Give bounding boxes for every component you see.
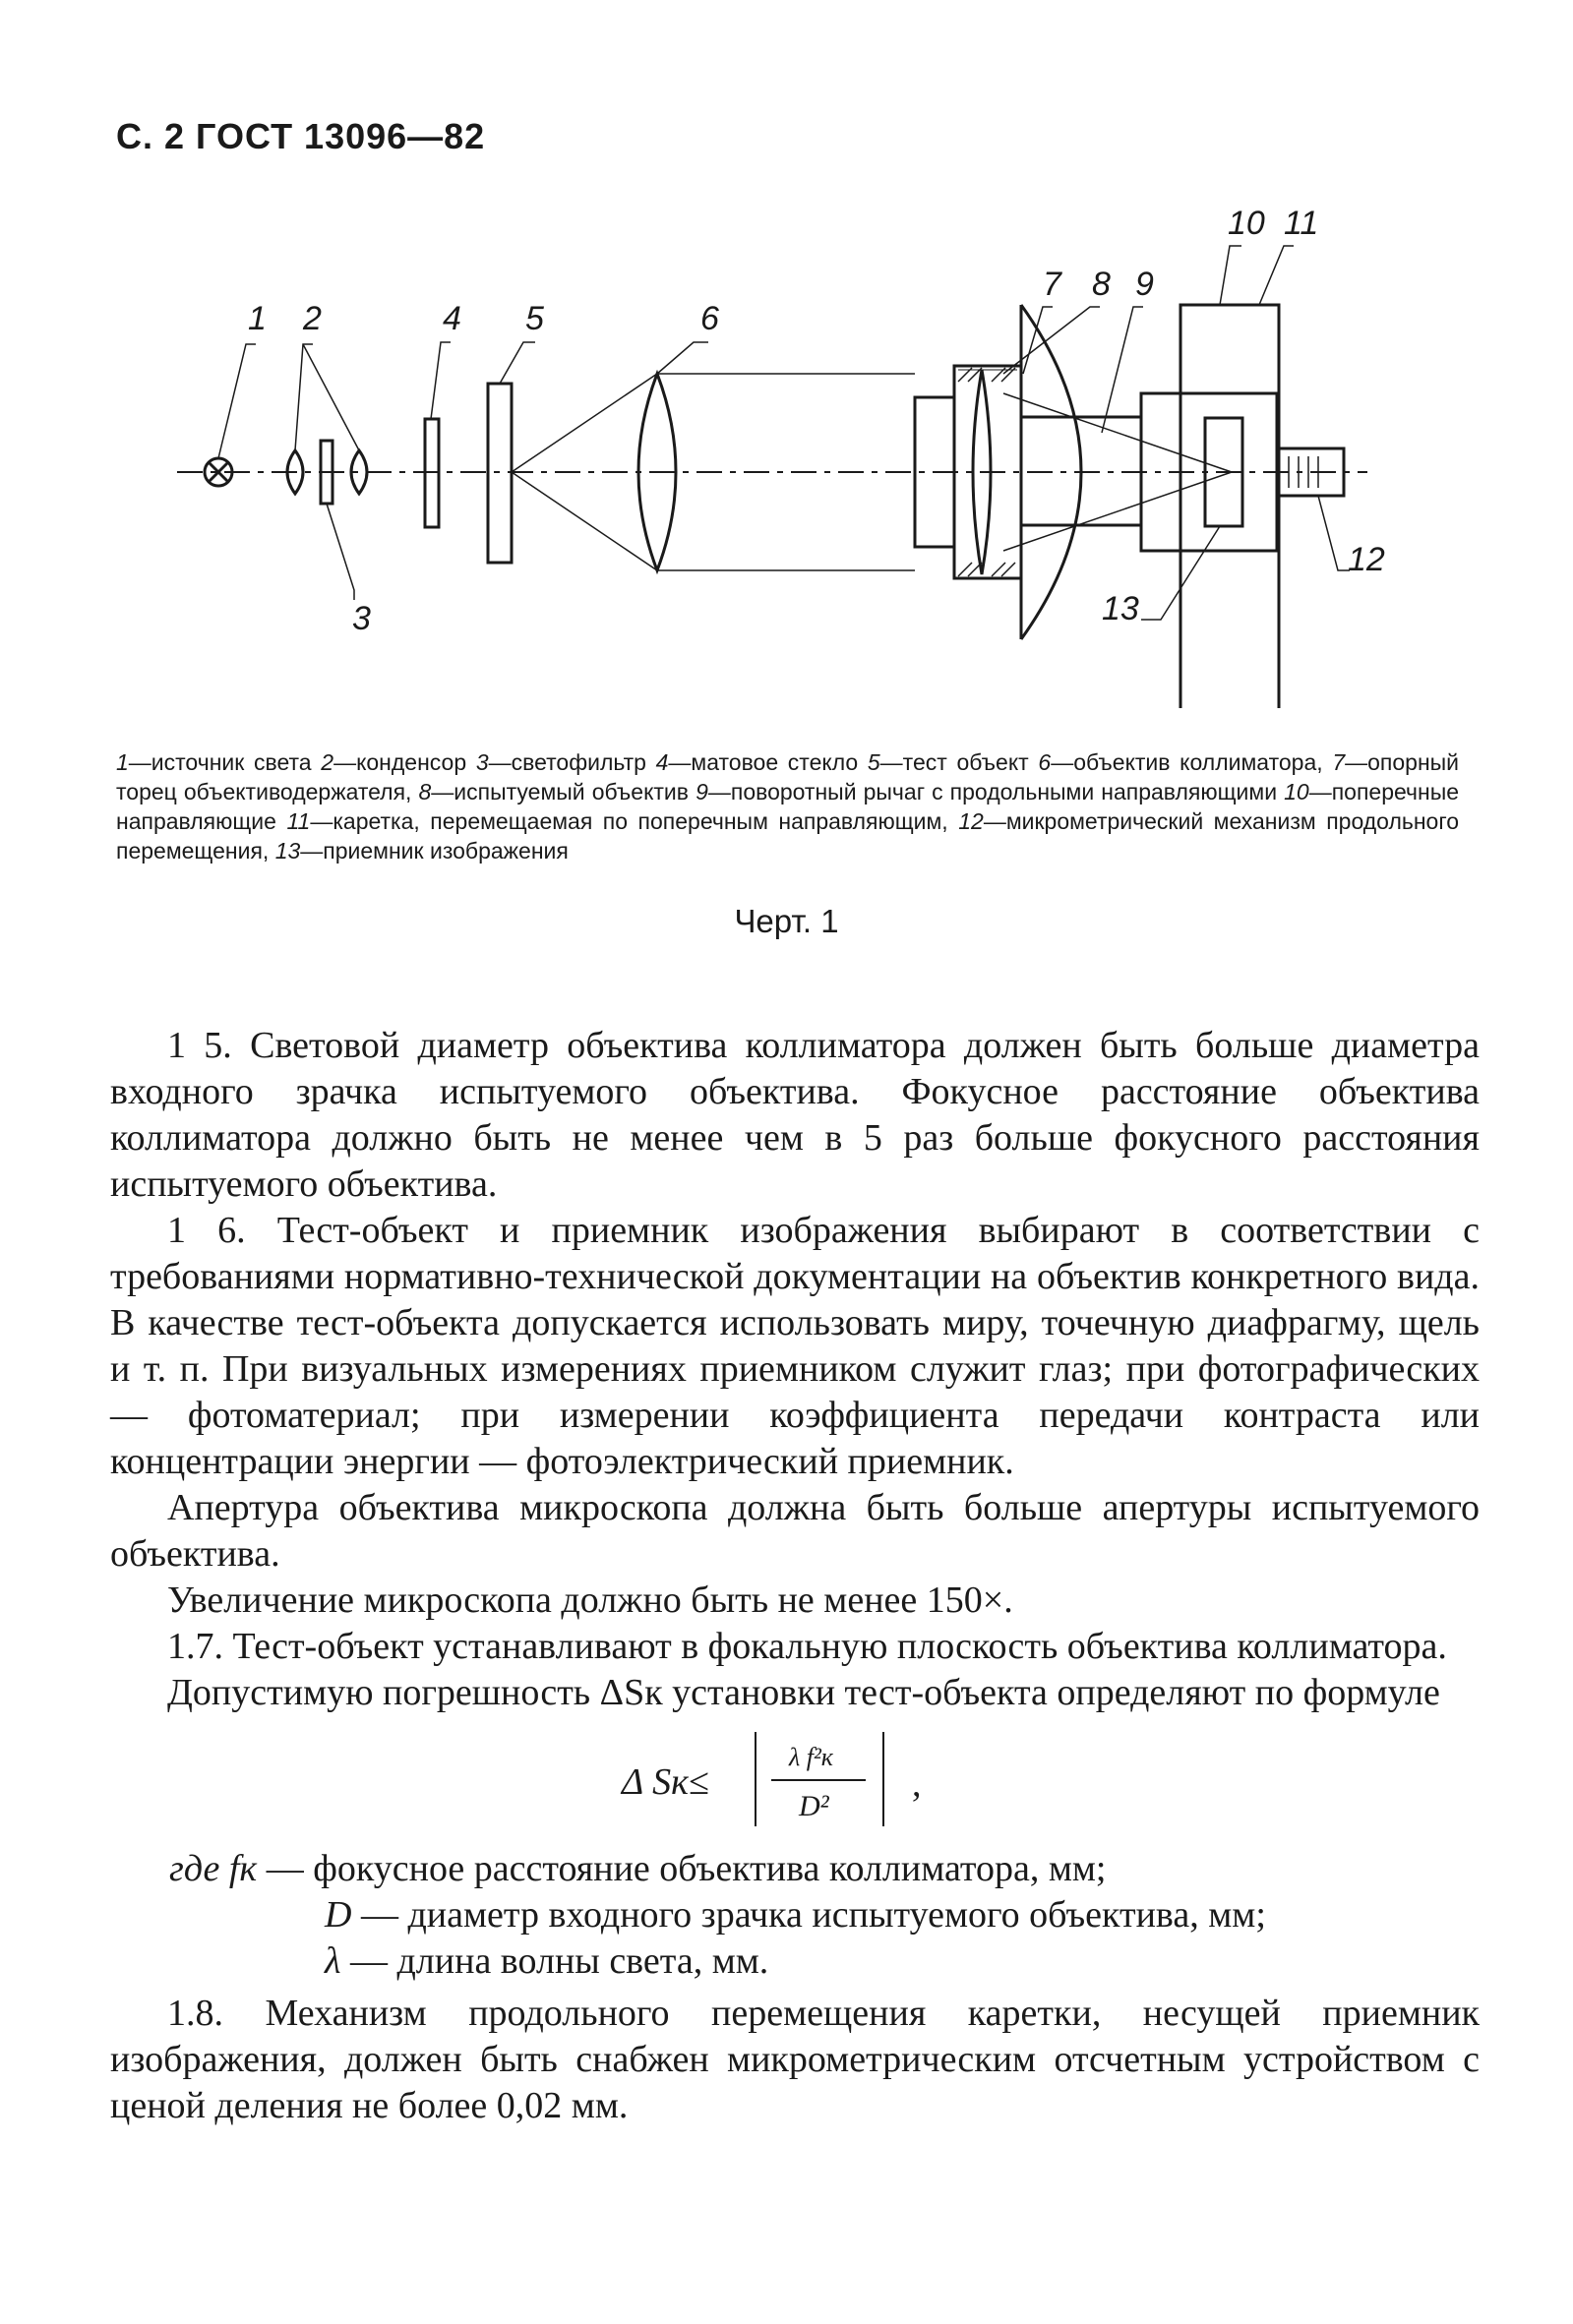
figure-label-6: 6 — [700, 300, 719, 337]
formula-lhs: Δ Sк≤ — [622, 1761, 709, 1803]
clause-1-7: 1.7. Тест-объект устанавливают в фокальную плоскость объектива коллиматора. — [167, 1626, 1447, 1667]
figure-label-10: 10 — [1228, 205, 1265, 242]
figure-label-8: 8 — [1092, 266, 1111, 303]
definition-fk: где fк — фокусное расстояние объектива коллиматора, мм; — [169, 1848, 1107, 1889]
caption-item: 4—матовое стекло — [655, 749, 859, 775]
figure-label-1: 1 — [248, 300, 267, 337]
tolerance-formula — [110, 1722, 1480, 1838]
clause-1-7-error: Допустимую погрешность ΔSк установки тест-объекта определяют по формуле — [167, 1672, 1440, 1713]
figure-label-9: 9 — [1135, 266, 1154, 303]
figure-label-11: 11 — [1284, 205, 1319, 242]
figure-caption — [116, 747, 1459, 865]
figure-label-12: 12 — [1348, 541, 1385, 578]
transverse-guides-icon — [1180, 305, 1279, 708]
formula-denominator: D² — [799, 1790, 829, 1822]
optical-scheme-figure — [157, 197, 1397, 708]
page-header: С. 2 ГОСТ 13096—82 — [116, 116, 486, 156]
formula-numerator: λ f²к — [789, 1743, 833, 1771]
caption-item: 3—светофильтр — [475, 749, 646, 775]
clause-1-8: 1.8. Механизм продольного перемещения каретки, несущей приемник изображения, должен быть снабжен микрометрическим отсчетным устройством с ценой деления не более 0,02 мм. — [110, 1993, 1480, 2126]
caption-item: 6—объектив коллиматора, — [1038, 749, 1323, 775]
definition-d: D — диаметр входного зрачка испытуемого объектива, мм; — [325, 1894, 1266, 1936]
caption-item: 8—испытуемый объектив — [418, 779, 689, 804]
caption-item: 10—поперечные направляющие — [116, 779, 1460, 834]
figure-label-3: 3 — [352, 600, 371, 637]
figure-label-13: 13 — [1102, 590, 1139, 627]
caption-item: 11—каретка, перемещаемая по поперечным направляющим, — [286, 808, 948, 834]
formula-definitions — [110, 1846, 1480, 1985]
figure-label-5: 5 — [525, 300, 544, 337]
definition-lambda: λ — длина волны света, мм. — [325, 1940, 769, 1982]
formula-comma: , — [912, 1763, 922, 1805]
clause-1-6-magnification: Увеличение микроскопа должно быть не менее 150×. — [167, 1579, 1013, 1621]
clause-1-6-aperture: Апертура объектива микроскопа должна быть больше апертуры испытуемого объектива. — [110, 1487, 1480, 1575]
figure-label-4: 4 — [443, 300, 461, 337]
caption-item: 9—поворотный рычаг с продольными направляющими — [696, 779, 1278, 804]
caption-item: 1—источник света — [116, 749, 312, 775]
figure-number: Черт. 1 — [734, 903, 839, 939]
caption-item: 2—конденсор — [321, 749, 467, 775]
caption-item: 12—микрометрический механизм продольного перемещения, — [116, 808, 1460, 864]
figure-label-2: 2 — [303, 300, 322, 337]
caption-item: 7—опорный торец объективодержателя, — [116, 749, 1460, 804]
figure-label-7: 7 — [1043, 266, 1061, 303]
clause-1-5: 1 5. Световой диаметр объектива коллиматора должен быть больше диаметра входного зрачка испытуемого объектива. Фокусное расстояние объектива коллиматора должно быть не менее чем в 5 раз больше фокусного расстояния испытуемого объектива. — [110, 1025, 1480, 1205]
caption-item: 5—тест объект — [867, 749, 1029, 775]
clause-1-6: 1 6. Тест-объект и приемник изображения выбирают в соответствии с требованиями нормативно-технической документации на объектив конкретного вида. В качестве тест-объекта допускается использовать миру, точечную диафрагму, щель и т. п. При визуальных измерениях приемником служит глаз; при фотографических — фотоматериал; при измерении коэффициента передачи контраста или концентрации энергии — фотоэлектрический приемник. — [110, 1210, 1480, 1482]
caption-item: 13—приемник изображения — [274, 838, 569, 864]
document-body — [110, 1023, 1480, 2129]
